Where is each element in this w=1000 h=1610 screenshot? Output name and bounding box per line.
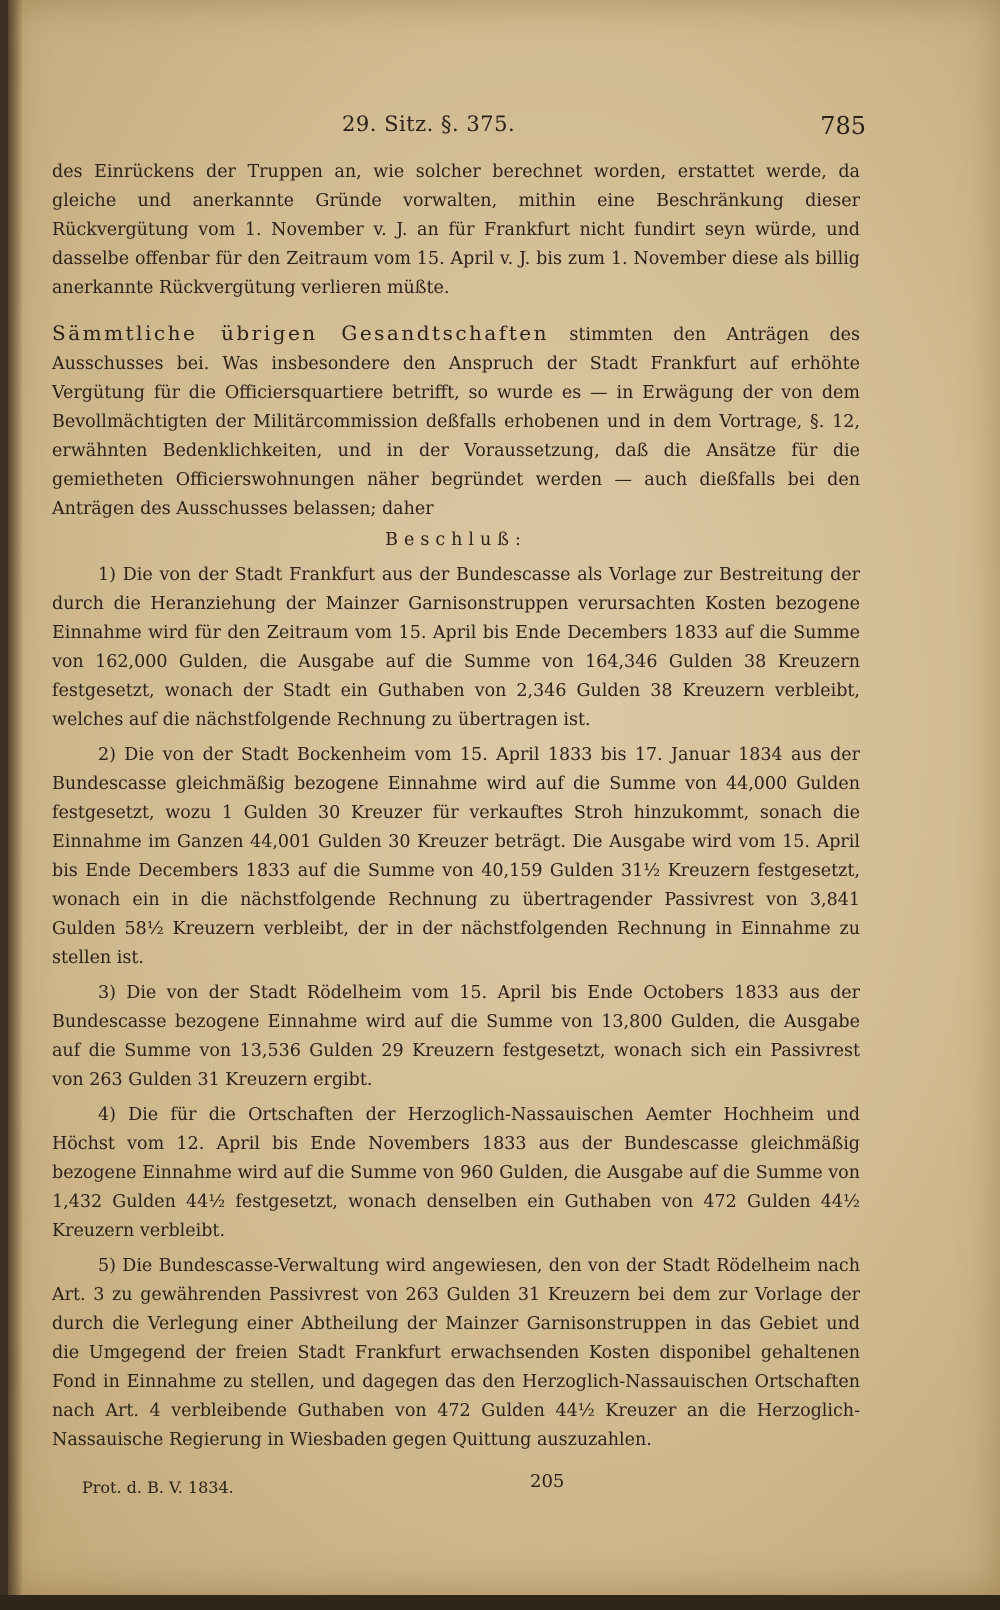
page-gutter-shadow [8, 0, 22, 1595]
page-footer [52, 1461, 860, 1501]
footer-signature: Prot. d. B. V. 1834. [82, 1478, 234, 1497]
emphasis-lead: Sämmtliche übrigen Gesandtschaften [52, 321, 549, 345]
page-edge [0, 1595, 1000, 1610]
page-header [52, 102, 866, 158]
decision-heading: Beschluß: [385, 530, 527, 550]
decision-item-2: 2) Die von der Stadt Bockenheim vom 15. April 1833 bis 17. Januar 1834 aus der Bundescasse gleichmäßig bezogene Einnahme wird auf die Summe von 44,000 Gulden festgesetzt, wozu 1 Gulden 30 Kreuzer für verkauftes Stroh hinzukommt, sonach die Einnahme im Ganzen 44,001 Gulden 30 Kreuzer beträgt. Die Ausgabe wird vom 15. April bis Ende Decembers 1833 auf die Summe von 40,159 Gulden 31½ Kreuzern festgesetzt, wonach ein in die nächstfolgende Rechnung zu übertragender Passivrest von 3,841 Gulden 58½ Kreuzern verbleibt, der in der nächstfolgenden Rechnung in Einnahme zu stellen ist. [52, 745, 860, 968]
running-head: 29. Sitz. §. 375. [342, 112, 516, 136]
decision-item-4: 4) Die für die Ortschaften der Herzoglich-Nassauischen Aemter Hochheim und Höchst vom 12. April bis Ende Novembers 1833 aus der Bundescasse gleichmäßig bezogene Einnahme wird auf die Summe von 960 Gulden, die Ausgabe auf die Summe von 1,432 Gulden 44½ festgesetzt, wonach denselben ein Guthaben von 472 Gulden 44½ Kreuzern verbleibt. [52, 1105, 860, 1241]
paragraph-intro: des Einrückens der Truppen an, wie solcher berechnet worden, erstattet werde, da gleiche und anerkannte Gründe vorwalten, mithin eine Beschränkung dieser Rückvergütung vom 1. November v. J. an für Frankfurt nicht fundirt seyn würde, und dasselbe offenbar für den Zeitraum vom 15. April v. J. bis zum 1. November diese als billig anerkannte Rückvergütung verlieren müßte. [52, 162, 860, 298]
sheet-number: 205 [530, 1471, 565, 1492]
paragraph-body: stimmten den Anträgen des Ausschusses bei. Was insbesondere den Anspruch der Stadt Frankfurt auf erhöhte Vergütung für die Officiersquartiere betrifft, so wurde es — in Erwägung der von dem Bevollmächtigten der Militärcommission deßfalls erhobenen und in dem Vortrage, §. 12, erwähnten Bedenklichkeiten, und in der Voraussetzung, daß die Ansätze für die gemietheten Officierswohnungen näher begründet werden — auch dießfalls bei den Anträgen des Ausschusses belassen; daher [52, 325, 860, 519]
decision-item-5: 5) Die Bundescasse-Verwaltung wird angewiesen, den von der Stadt Rödelheim nach Art. 3 zu gewährenden Passivrest von 263 Gulden 31 Kreuzern bei dem zur Vorlage der durch die Verlegung einer Abtheilung der Mainzer Garnisonstruppen in das Gebiet und die Umgegend der freien Stadt Frankfurt erwachsenden Kosten disponibel gehaltenen Fond in Einnahme zu stellen, und dagegen das den Herzoglich-Nassauischen Ortschaften nach Art. 4 verbleibende Guthaben von 472 Gulden 44½ Kreuzer an die Herzoglich-Nassauische Regierung in Wiesbaden gegen Quittung auszuzahlen. [52, 1256, 860, 1450]
page-text-block [52, 102, 866, 1501]
paragraph-other-delegations [52, 319, 860, 524]
decision-item-1: 1) Die von der Stadt Frankfurt aus der Bundescasse als Vorlage zur Bestreitung der durch die Heranziehung der Mainzer Garnisonstruppen verursachten Kosten bezogene Einnahme wird für den Zeitraum vom 15. April bis Ende Decembers 1833 auf die Summe von 162,000 Gulden, die Ausgabe auf die Summe von 164,346 Gulden 38 Kreuzern festgesetzt, wonach der Stadt ein Guthaben von 2,346 Gulden 38 Kreuzern verbleibt, welches auf die nächstfolgende Rechnung zu übertragen ist. [52, 565, 860, 730]
decision-item-3: 3) Die von der Stadt Rödelheim vom 15. April bis Ende Octobers 1833 aus der Bundescasse bezogene Einnahme wird auf die Summe von 13,800 Gulden, die Ausgabe auf die Summe von 13,536 Gulden 29 Kreuzern festgesetzt, wonach sich ein Passivrest von 263 Gulden 31 Kreuzern ergibt. [52, 983, 860, 1090]
page-number: 785 [820, 112, 866, 140]
